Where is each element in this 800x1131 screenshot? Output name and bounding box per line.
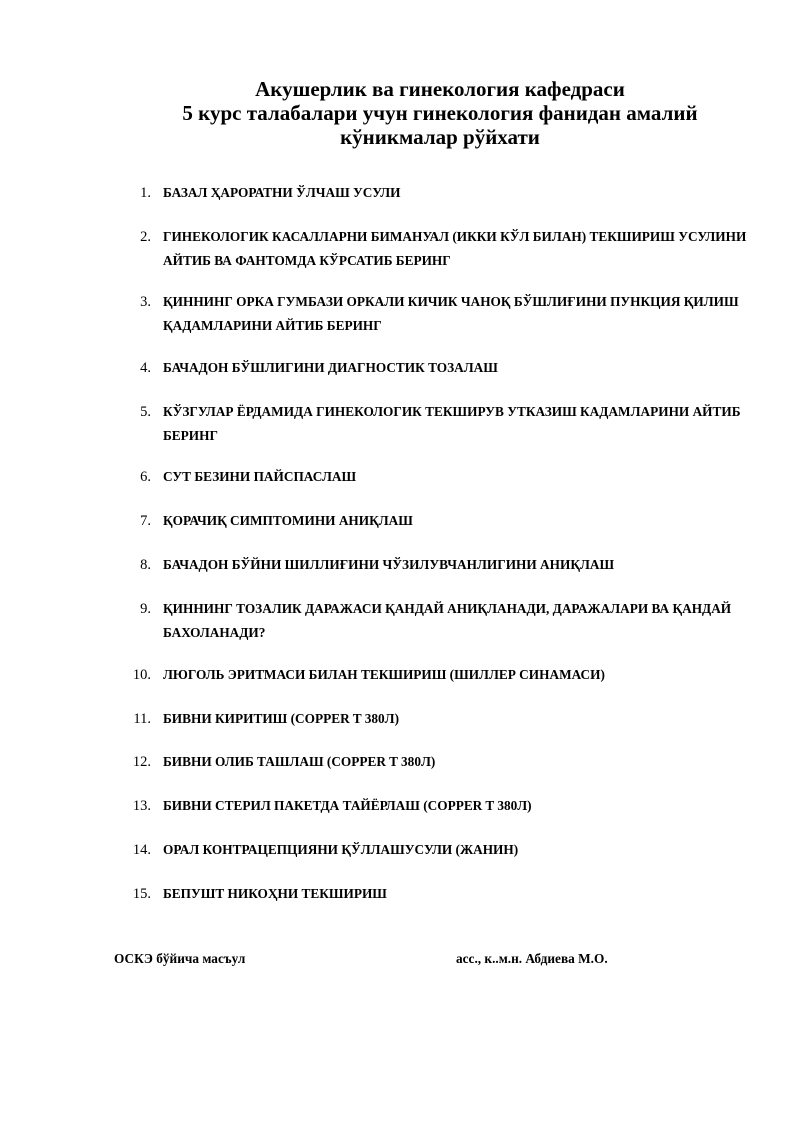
skill-number: 10.	[132, 667, 151, 683]
skill-number: 9.	[140, 601, 151, 617]
skill-text: БАЗАЛ ҲАРОРАТНИ ЎЛЧАШ УСУЛИ	[163, 185, 401, 200]
skill-number: 14.	[132, 842, 151, 858]
title-line-list: кўникмалар рўйхати	[340, 125, 540, 149]
skill-text: ОРАЛ КОНТРАЦЕПЦИЯНИ ҚЎЛЛАШУСУЛИ (ЖАНИН)	[163, 842, 519, 857]
title-line-department: Акушерлик ва гинекология кафедраси	[255, 77, 625, 101]
responsible-label: ОСКЭ бўйича масъул	[114, 951, 246, 966]
skill-text: БАЧАДОН БЎШЛИГИНИ ДИАГНОСТИК ТОЗАЛАШ	[163, 360, 498, 375]
skill-number: 2.	[140, 229, 151, 245]
skill-text: КЎЗГУЛАР ЁРДАМИДА ГИНЕКОЛОГИК ТЕКШИРУВ УТКАЗИШ КАДАМЛАРИНИ АЙТИБ БЕРИНГ	[163, 404, 741, 443]
skill-number: 3.	[140, 294, 151, 310]
signatory-name: асс., к..м.н. Абдиева М.О.	[456, 951, 608, 966]
skill-number: 15.	[132, 886, 151, 902]
skill-text: БИВНИ ОЛИБ ТАШЛАШ (COPPER T 380Л)	[163, 754, 436, 769]
skill-text: БИВНИ КИРИТИШ (COPPER T 380Л)	[163, 711, 400, 726]
skill-text: ҚОРАЧИҚ СИМПТОМИНИ АНИҚЛАШ	[163, 513, 413, 528]
document-title	[0, 77, 800, 149]
skill-text: ҚИННИНГ ОРКА ГУМБАЗИ ОРКАЛИ КИЧИК ЧАНОҚ БЎШЛИҒИНИ ПУНКЦИЯ ҚИЛИШ ҚАДАМЛАРИНИ АЙТИБ БЕРИНГ	[163, 294, 739, 333]
skill-number: 1.	[140, 185, 151, 201]
skill-number: 12.	[132, 754, 151, 770]
skill-text: СУТ БЕЗИНИ ПАЙСПАСЛАШ	[163, 469, 357, 484]
skill-number: 13.	[132, 798, 151, 814]
skill-number: 4.	[140, 360, 151, 376]
title-line-course: 5 курс талабалари учун гинекология фанидан амалий	[182, 101, 698, 125]
skill-text: ЛЮГОЛЬ ЭРИТМАСИ БИЛАН ТЕКШИРИШ (ШИЛЛЕР СИНАМАСИ)	[163, 667, 605, 682]
skill-number: 5.	[140, 404, 151, 420]
skill-number: 6.	[140, 469, 151, 485]
skill-number: 7.	[140, 513, 151, 529]
skill-text: ҚИННИНГ ТОЗАЛИК ДАРАЖАСИ ҚАНДАЙ АНИҚЛАНАДИ, ДАРАЖАЛАРИ ВА ҚАНДАЙ БАХОЛАНАДИ?	[163, 601, 732, 640]
skill-number: 8.	[140, 557, 151, 573]
skill-text: ГИНЕКОЛОГИК КАСАЛЛАРНИ БИМАНУАЛ (ИККИ КЎЛ БИЛАН) ТЕКШИРИШ УСУЛИНИ АЙТИБ ВА ФАНТОМДА КЎРСАТИБ БЕРИНГ	[163, 229, 747, 268]
skill-text: БЕПУШТ НИКОҲНИ ТЕКШИРИШ	[163, 886, 387, 901]
skill-number: 11.	[133, 711, 151, 727]
skill-text: БИВНИ СТЕРИЛ ПАКЕТДА ТАЙЁРЛАШ (COPPER T 380Л)	[163, 798, 532, 813]
skill-text: БАЧАДОН БЎЙНИ ШИЛЛИҒИНИ ЧЎЗИЛУВЧАНЛИГИНИ АНИҚЛАШ	[163, 557, 615, 572]
